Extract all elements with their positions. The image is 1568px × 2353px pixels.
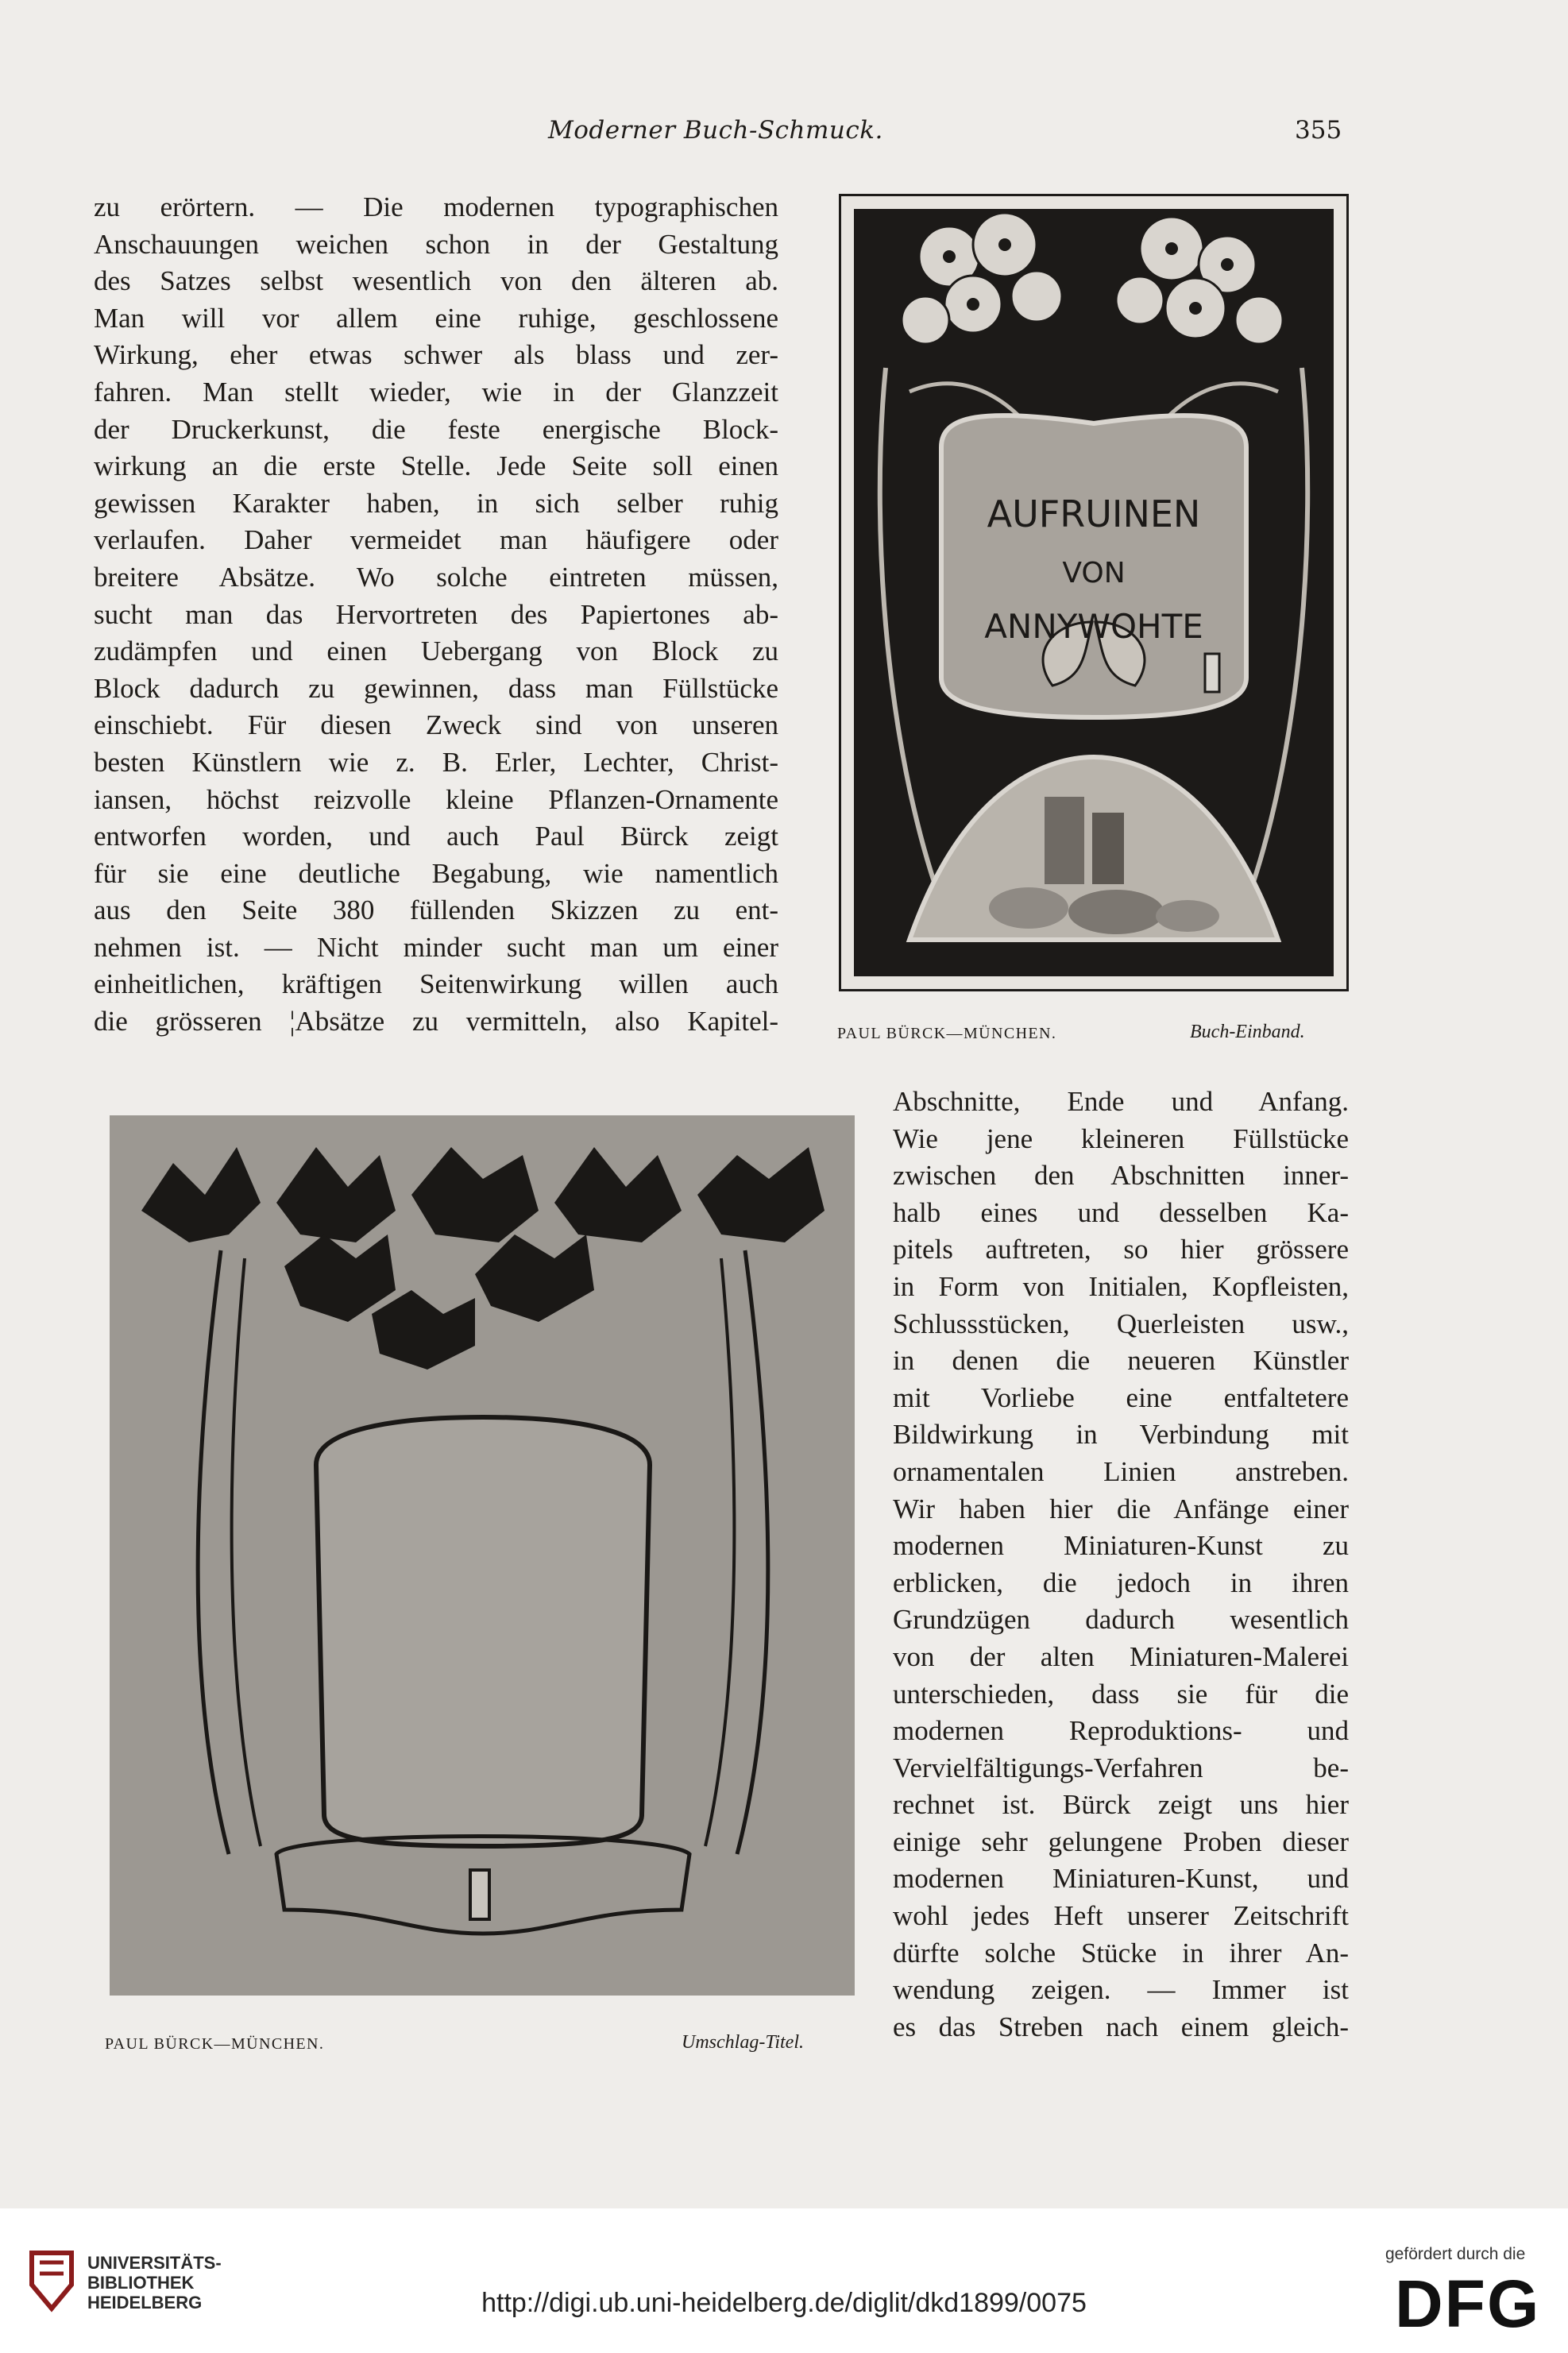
library-name-line1: UNIVERSITÄTS- [87,2253,222,2273]
figure2-caption-artist: PAUL BÜRCK—MÜNCHEN. [105,2035,325,2053]
text-line: Man will vor allem eine ruhige, geschlossene [94,302,778,334]
text-line: einige sehr gelungene Proben dieser [893,1826,1349,1857]
text-line: fahren. Man stellt wieder, wie in der Glanzzeit [94,376,778,408]
text-line: Wie jene kleineren Füllstücke [893,1122,1349,1154]
text-line: zwischen den Abschnitten inner- [893,1160,1349,1192]
text-line: Vervielfältigungs-Verfahren be- [893,1752,1349,1783]
text-line: Wir haben hier die Anfänge einer [893,1493,1349,1524]
library-name-line2: BIBLIOTHEK [87,2273,195,2293]
text-line: modernen Miniaturen-Kunst zu [893,1530,1349,1562]
text-line: Grundzügen dadurch wesentlich [893,1604,1349,1636]
text-line: nehmen ist. — Nicht minder sucht man um einer [94,931,778,963]
text-line: der Druckerkunst, die feste energische Block- [94,413,778,445]
text-line: wohl jedes Heft unserer Zeitschrift [893,1900,1349,1932]
figure-cover-title [110,1115,855,1996]
dfg-logo: DFG [1395,2266,1541,2341]
text-line: pitels auftreten, so hier grössere [893,1234,1349,1265]
running-title: Moderner Buch-Schmuck. [548,116,883,145]
text-line: zudämpfen und einen Uebergang von Block zu [94,636,778,667]
text-line: es das Streben nach einem gleich- [893,2011,1349,2042]
figure-book-cover [839,194,1349,991]
text-line: einheitlichen, kräftigen Seitenwirkung willen auch [94,968,778,1000]
text-line: Schlussstücken, Querleisten usw., [893,1308,1349,1339]
text-line: unterschieden, dass sie für die [893,1678,1349,1710]
right-text-column [893,1084,1349,2046]
viewer-footer [0,2208,1568,2353]
text-line: dürfte solche Stücke in ihrer An- [893,1937,1349,1969]
text-line: Abschnitte, Ende und Anfang. [893,1086,1349,1117]
cover-title-text: AUFRUINEN [987,493,1201,535]
text-line: Wirkung, eher etwas schwer als blass und zer- [94,339,778,371]
text-line: modernen Miniaturen-Kunst, und [893,1863,1349,1895]
text-line: entworfen worden, und auch Paul Bürck zeigt [94,821,778,852]
text-line: iansen, höchst reizvolle kleine Pflanzen-Ornamente [94,783,778,815]
text-line: sucht man das Hervortreten des Papiertones ab- [94,598,778,630]
text-line: zu erörtern. — Die modernen typographischen [94,191,778,222]
text-line: gewissen Karakter haben, in sich selber ruhig [94,487,778,519]
cover-von-text: VON [1062,557,1126,589]
text-line: für sie eine deutliche Begabung, wie namentlich [94,857,778,889]
figure2-caption-title: Umschlag-Titel. [682,2032,804,2053]
text-line: rechnet ist. Bürck zeigt uns hier [893,1789,1349,1821]
text-line: die grösseren ¦Absätze zu vermitteln, also Kapitel- [94,1006,778,1037]
text-line: einschiebt. Für diesen Zweck sind von unseren [94,709,778,741]
page-number: 355 [1295,116,1342,145]
text-line: in Form von Initialen, Kopfleisten, [893,1270,1349,1302]
text-line: in denen die neueren Künstler [893,1345,1349,1377]
text-line: besten Künstlern wie z. B. Erler, Lechter, Christ- [94,746,778,778]
figure1-caption-artist: PAUL BÜRCK—MÜNCHEN. [837,1025,1057,1042]
text-line: verlaufen. Daher vermeidet man häufigere oder [94,524,778,556]
text-line: Anschauungen weichen schon in der Gestaltung [94,228,778,260]
text-line: des Satzes selbst wesentlich von den älteren ab. [94,265,778,297]
left-text-column [94,189,778,1041]
funding-note: gefördert durch die [1385,2245,1526,2263]
text-line: wirkung an die erste Stelle. Jede Seite soll einen [94,450,778,482]
text-line: Block dadurch zu gewinnen, dass man Füllstücke [94,672,778,704]
cover-title-illustration [110,1115,855,1996]
book-cover-illustration [854,209,1334,976]
figure1-caption-title: Buch-Einband. [1190,1022,1305,1042]
cover-author-text: ANNYWOHTE [984,607,1203,646]
text-line: ornamentalen Linien anstreben. [893,1455,1349,1487]
text-line: mit Vorliebe eine entfaltetere [893,1381,1349,1413]
text-line: aus den Seite 380 füllenden Skizzen zu ent- [94,894,778,926]
library-name-line3: HEIDELBERG [87,2293,203,2312]
text-line: Bildwirkung in Verbindung mit [893,1419,1349,1451]
text-line: halb eines und desselben Ka- [893,1196,1349,1228]
text-line: modernen Reproduktions- und [893,1715,1349,1747]
text-line: wendung zeigen. — Immer ist [893,1974,1349,2006]
page-url-link[interactable]: http://digi.ub.uni-heidelberg.de/diglit/dkd1899/0075 [481,2288,1087,2318]
text-line: breitere Absätze. Wo solche eintreten müssen, [94,561,778,593]
text-line: erblicken, die jedoch in ihren [893,1567,1349,1598]
text-line: von der alten Miniaturen-Malerei [893,1640,1349,1672]
